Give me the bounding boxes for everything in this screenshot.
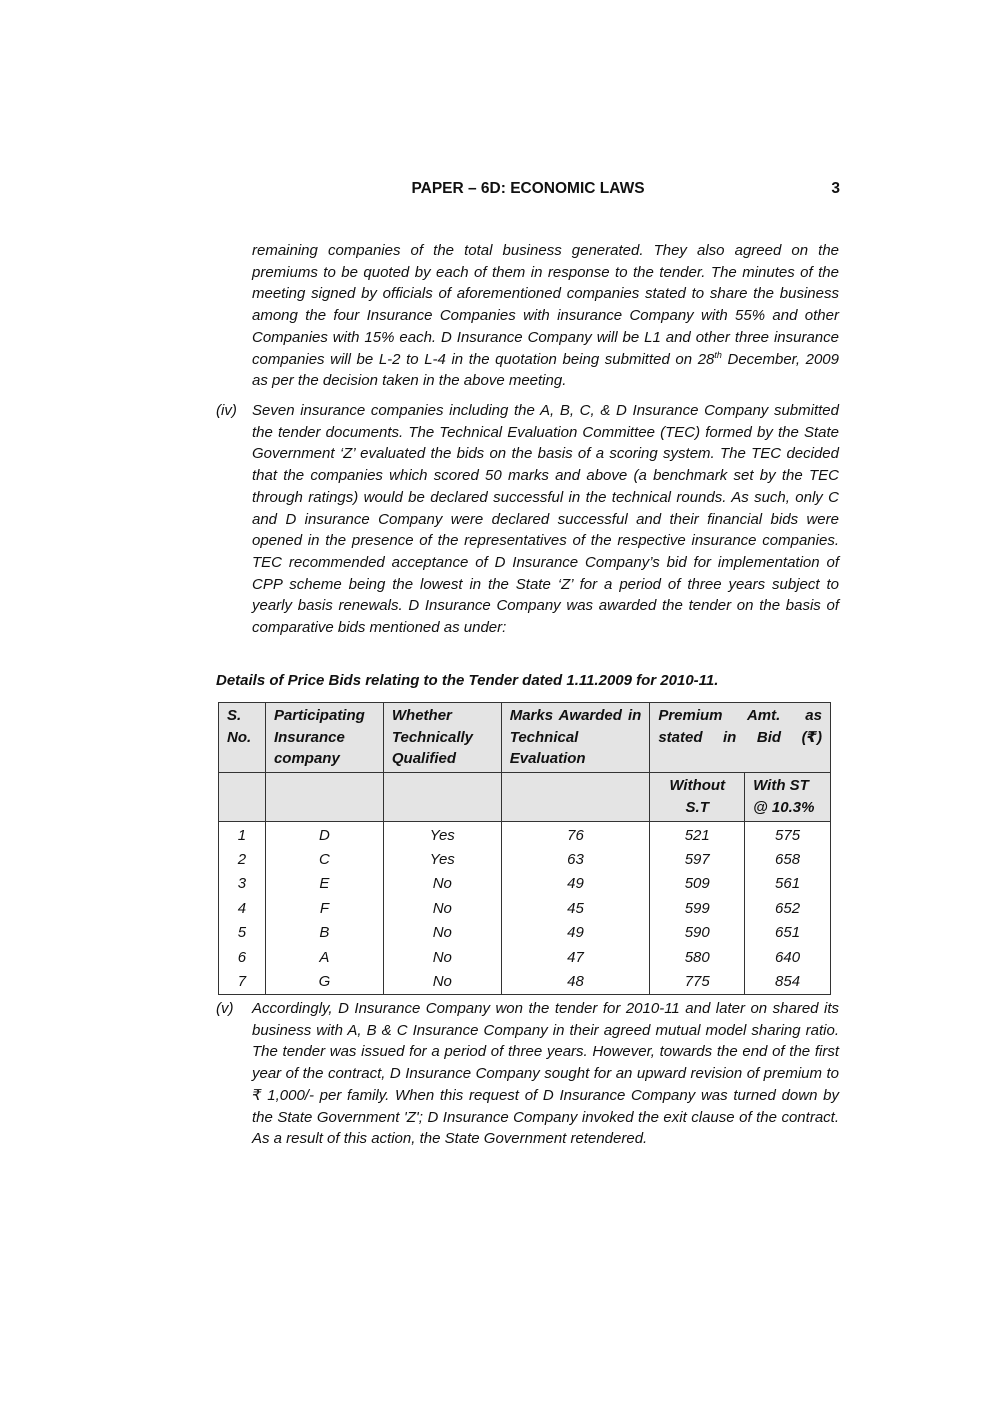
- cell-sno: 6: [219, 946, 266, 970]
- cell-company: E: [265, 872, 383, 896]
- cell-with-st: 854: [745, 970, 831, 995]
- cell-sno: 2: [219, 848, 266, 872]
- cell-company: G: [265, 970, 383, 995]
- cell-sno: 5: [219, 921, 266, 945]
- header-blank: [501, 773, 650, 821]
- header-serial-number: S. No.: [219, 703, 266, 773]
- cell-qualified: No: [383, 897, 501, 921]
- paragraph-iii-text-end: December, 2009 as per the decision taken in the above meeting.: [252, 350, 839, 390]
- paragraph-iv-marker: (iv): [216, 402, 237, 419]
- cell-without-st: 597: [650, 848, 745, 872]
- cell-qualified: No: [383, 970, 501, 995]
- cell-sno: 1: [219, 821, 266, 848]
- cell-company: D: [265, 821, 383, 848]
- paragraph-iii-text: remaining companies of the total business generated. They also agreed on the premiums to be quoted by each of them in response to the tender. The minutes of the meeting signed by officials of aforementioned companies stated to share the business among the four Insurance Companies with insurance Company with 55% and other Companies with 15% each. D Insurance Company will be L1 and other three insurance companies will be L-2 to L-4 in the quotation being submitted on 28: [252, 242, 839, 368]
- cell-marks: 48: [501, 970, 650, 995]
- page-header: [216, 180, 840, 202]
- ordinal-suffix: th: [714, 349, 722, 360]
- header-qualified: Whether Technically Qualified: [383, 703, 501, 773]
- cell-company: F: [265, 897, 383, 921]
- paragraph-v: Accordingly, D Insurance Company won the tender for 2010-11 and later on shared its business with A, B & C Insurance Company in their agreed mutual model sharing ratio. The tender was issued for a period of three years. However, towards the end of the first year of the contract, D Insurance Company sought for an upward revision of premium to ₹ 1,000/- per family. When this request of D Insurance Company was turned down by the State Government 'Z'; D Insurance Company invoked the exit clause of the contract. As a result of this action, the State Government retendered.: [252, 1000, 839, 1148]
- cell-qualified: No: [383, 946, 501, 970]
- cell-with-st: 658: [745, 848, 831, 872]
- cell-without-st: 599: [650, 897, 745, 921]
- cell-qualified: Yes: [383, 848, 501, 872]
- cell-marks: 63: [501, 848, 650, 872]
- cell-qualified: No: [383, 872, 501, 896]
- cell-marks: 76: [501, 821, 650, 848]
- cell-with-st: 652: [745, 897, 831, 921]
- header-blank: [219, 773, 266, 821]
- cell-without-st: 580: [650, 946, 745, 970]
- table-row: [219, 897, 831, 921]
- table-row: [219, 821, 831, 848]
- header-with-st: With ST @ 10.3%: [745, 773, 831, 821]
- cell-without-st: 509: [650, 872, 745, 896]
- table-row: [219, 872, 831, 896]
- table-row: [219, 921, 831, 945]
- cell-with-st: 575: [745, 821, 831, 848]
- price-bids-table: [218, 702, 831, 995]
- cell-with-st: 561: [745, 872, 831, 896]
- cell-sno: 3: [219, 872, 266, 896]
- cell-without-st: 590: [650, 921, 745, 945]
- cell-qualified: No: [383, 921, 501, 945]
- cell-marks: 49: [501, 921, 650, 945]
- cell-without-st: 521: [650, 821, 745, 848]
- paragraph-v-marker: (v): [216, 1000, 234, 1017]
- header-blank: [383, 773, 501, 821]
- paragraph-iv: Seven insurance companies including the A, B, C, & D Insurance Company submitted the tender documents. The Technical Evaluation Committee (TEC) formed by the State Government ‘Z’ evaluated the bids on the basis of a scoring system. The TEC decided that the companies which scored 50 marks and above (a benchmark set by the TEC through ratings) would be declared successful in the technical rounds. As such, only C and D insurance Company were declared successful and their financial bids were opened in the presence of the representatives of the respective insurance companies. TEC recommended acceptance of D Insurance Company’s bid for implementation of CPP scheme being the lowest in the State ‘Z’ for a period of three years subject to yearly basis renewals. D Insurance Company was awarded the tender on the basis of comparative bids mentioned as under:: [252, 402, 839, 637]
- table-row: [219, 970, 831, 995]
- paragraph-iii-continued: [252, 240, 839, 392]
- cell-company: B: [265, 921, 383, 945]
- header-blank: [265, 773, 383, 821]
- header-premium: Premium Amt. as stated in Bid (₹): [650, 703, 831, 773]
- cell-qualified: Yes: [383, 821, 501, 848]
- cell-with-st: 640: [745, 946, 831, 970]
- paper-title: PAPER – 6D: ECONOMIC LAWS: [411, 180, 645, 197]
- cell-company: C: [265, 848, 383, 872]
- cell-sno: 4: [219, 897, 266, 921]
- cell-sno: 7: [219, 970, 266, 995]
- table-row: [219, 848, 831, 872]
- cell-marks: 45: [501, 897, 650, 921]
- cell-marks: 47: [501, 946, 650, 970]
- table-row: [219, 946, 831, 970]
- table-caption: Details of Price Bids relating to the Tender dated 1.11.2009 for 2010-11.: [216, 672, 719, 689]
- cell-company: A: [265, 946, 383, 970]
- header-marks: Marks Awarded in Technical Evaluation: [501, 703, 650, 773]
- cell-without-st: 775: [650, 970, 745, 995]
- page-number: 3: [831, 180, 840, 197]
- header-company: Participating Insurance company: [265, 703, 383, 773]
- cell-marks: 49: [501, 872, 650, 896]
- header-without-st: Without S.T: [650, 773, 745, 821]
- cell-with-st: 651: [745, 921, 831, 945]
